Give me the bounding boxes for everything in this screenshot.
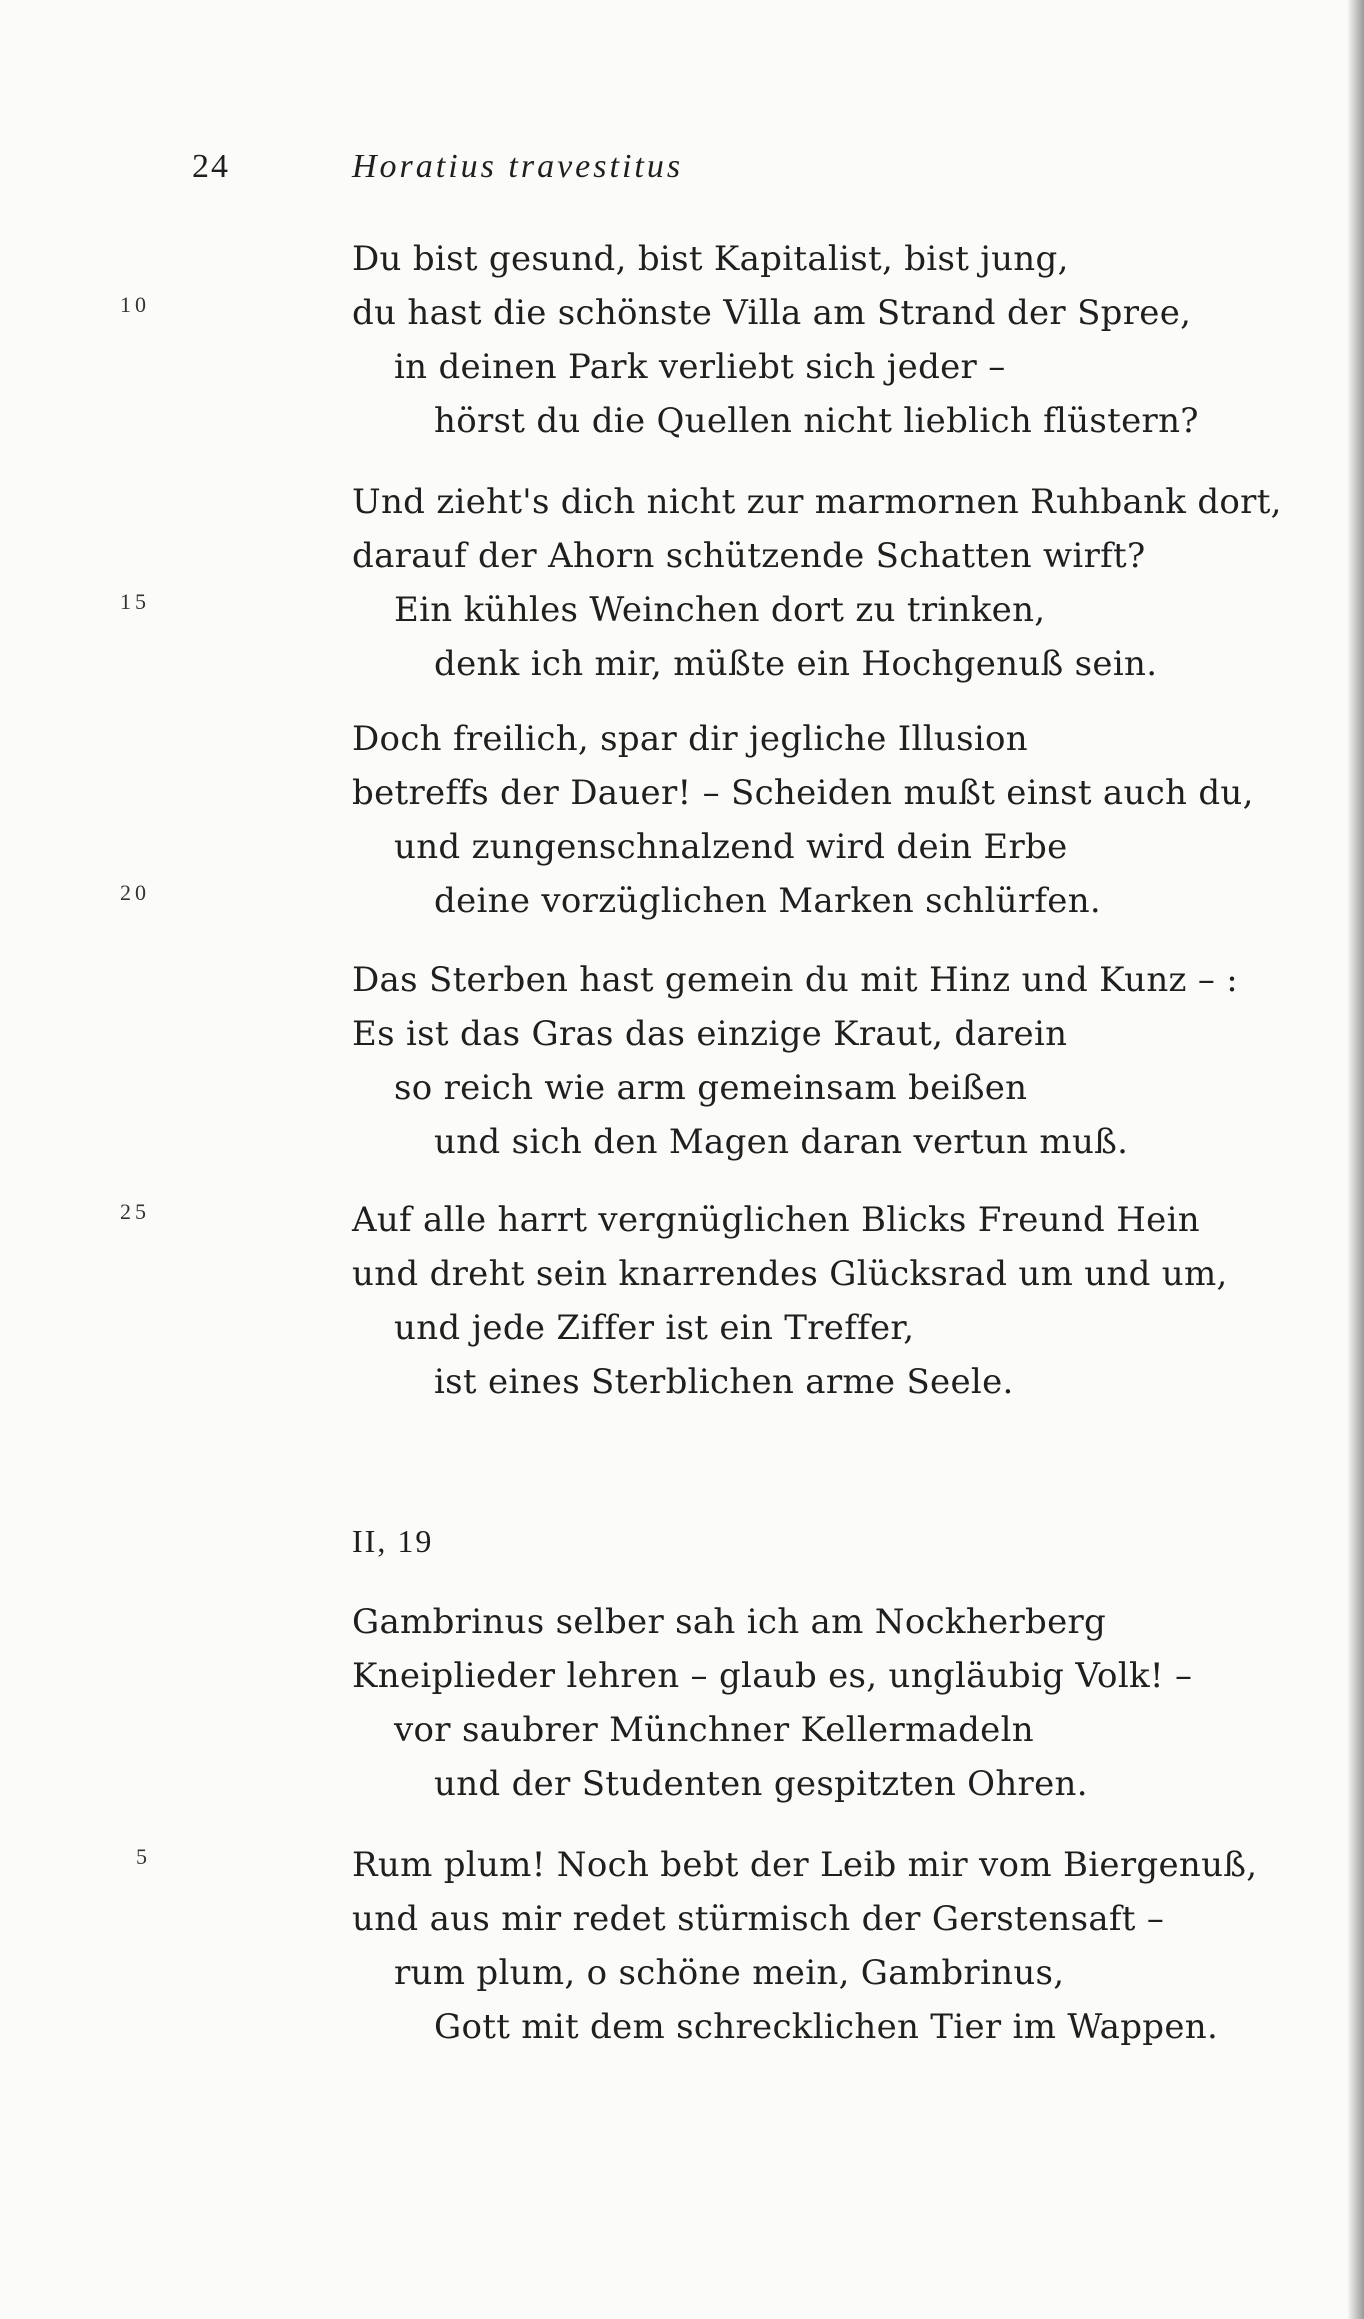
verse-text: du hast die schönste Villa am Strand der Spree, xyxy=(352,293,1192,333)
verse-line xyxy=(0,1892,1364,1946)
verse-line xyxy=(0,1301,1364,1355)
verse-line xyxy=(0,286,1364,340)
verse-line xyxy=(0,1355,1364,1409)
running-title: Horatius travestitus xyxy=(352,148,684,185)
verse-line xyxy=(0,394,1364,448)
verse-line xyxy=(0,1115,1364,1169)
verse-line xyxy=(0,820,1364,874)
verse-text: ist eines Sterblichen arme Seele. xyxy=(434,1362,1014,1402)
verse-text: Rum plum! Noch bebt der Leib mir vom Biergenuß, xyxy=(352,1845,1258,1885)
verse-text: rum plum, o schöne mein, Gambrinus, xyxy=(394,1953,1065,1993)
line-number: 10 xyxy=(120,292,150,317)
verse-text: so reich wie arm gemeinsam beißen xyxy=(394,1068,1028,1108)
verse-text: Auf alle harrt vergnüglichen Blicks Freund Hein xyxy=(352,1200,1200,1240)
verse-text: Du bist gesund, bist Kapitalist, bist jung, xyxy=(352,239,1069,279)
verse-text: in deinen Park verliebt sich jeder – xyxy=(394,347,1006,387)
verse-line xyxy=(0,712,1364,766)
verse-line xyxy=(0,1061,1364,1115)
verse-text: hörst du die Quellen nicht lieblich flüstern? xyxy=(434,401,1199,441)
verse-text: und sich den Magen daran vertun muß. xyxy=(434,1122,1129,1162)
verse-text: Und zieht's dich nicht zur marmornen Ruhbank dort, xyxy=(352,482,1282,522)
verse-line xyxy=(0,583,1364,637)
verse-line xyxy=(0,1595,1364,1649)
verse-text: Gott mit dem schrecklichen Tier im Wappen. xyxy=(434,2007,1219,2047)
verse-text: Es ist das Gras das einzige Kraut, darein xyxy=(352,1014,1068,1054)
verse-line xyxy=(0,766,1364,820)
verse-text: Kneiplieder lehren – glaub es, ungläubig Volk! – xyxy=(352,1656,1193,1696)
verse-text: Doch freilich, spar dir jegliche Illusion xyxy=(352,719,1028,759)
verse-text: und aus mir redet stürmisch der Gerstensaft – xyxy=(352,1899,1165,1939)
verse-line xyxy=(0,1007,1364,1061)
verse-line xyxy=(0,637,1364,691)
verse-line xyxy=(0,2000,1364,2054)
verse-text: darauf der Ahorn schützende Schatten wirft? xyxy=(352,536,1146,576)
verse-text: deine vorzüglichen Marken schlürfen. xyxy=(434,881,1101,921)
page-number: 24 xyxy=(192,148,230,185)
page-header xyxy=(0,148,1364,198)
verse-text: Ein kühles Weinchen dort zu trinken, xyxy=(394,590,1046,630)
verse-line xyxy=(0,529,1364,583)
verse-text: vor saubrer Münchner Kellermadeln xyxy=(394,1710,1034,1750)
verse-line xyxy=(0,953,1364,1007)
line-number: 25 xyxy=(120,1199,150,1224)
line-number: 20 xyxy=(120,880,150,905)
verse-text: und zungenschnalzend wird dein Erbe xyxy=(394,827,1068,867)
verse-line xyxy=(0,1247,1364,1301)
verse-line xyxy=(0,1838,1364,1892)
verse-line xyxy=(0,232,1364,286)
verse-text: Gambrinus selber sah ich am Nockherberg xyxy=(352,1602,1107,1642)
verse-line xyxy=(0,1703,1364,1757)
verse-line xyxy=(0,1193,1364,1247)
verse-text: denk ich mir, müßte ein Hochgenuß sein. xyxy=(434,644,1158,684)
section-heading: II, 19 xyxy=(352,1523,434,1559)
verse-line xyxy=(0,1946,1364,2000)
verse-text: und der Studenten gespitzten Ohren. xyxy=(434,1764,1088,1804)
verse-line xyxy=(0,340,1364,394)
verse-line xyxy=(0,874,1364,928)
verse-line xyxy=(0,1757,1364,1811)
verse-text: und jede Ziffer ist ein Treffer, xyxy=(394,1308,915,1348)
verse-text: Das Sterben hast gemein du mit Hinz und Kunz – : xyxy=(352,960,1239,1000)
line-number: 15 xyxy=(120,589,150,614)
verse-line xyxy=(0,1649,1364,1703)
line-number: 5 xyxy=(136,1844,151,1869)
verse-text: und dreht sein knarrendes Glücksrad um und um, xyxy=(352,1254,1228,1294)
verse-line xyxy=(0,475,1364,529)
verse-text: betreffs der Dauer! – Scheiden mußt einst auch du, xyxy=(352,773,1254,813)
